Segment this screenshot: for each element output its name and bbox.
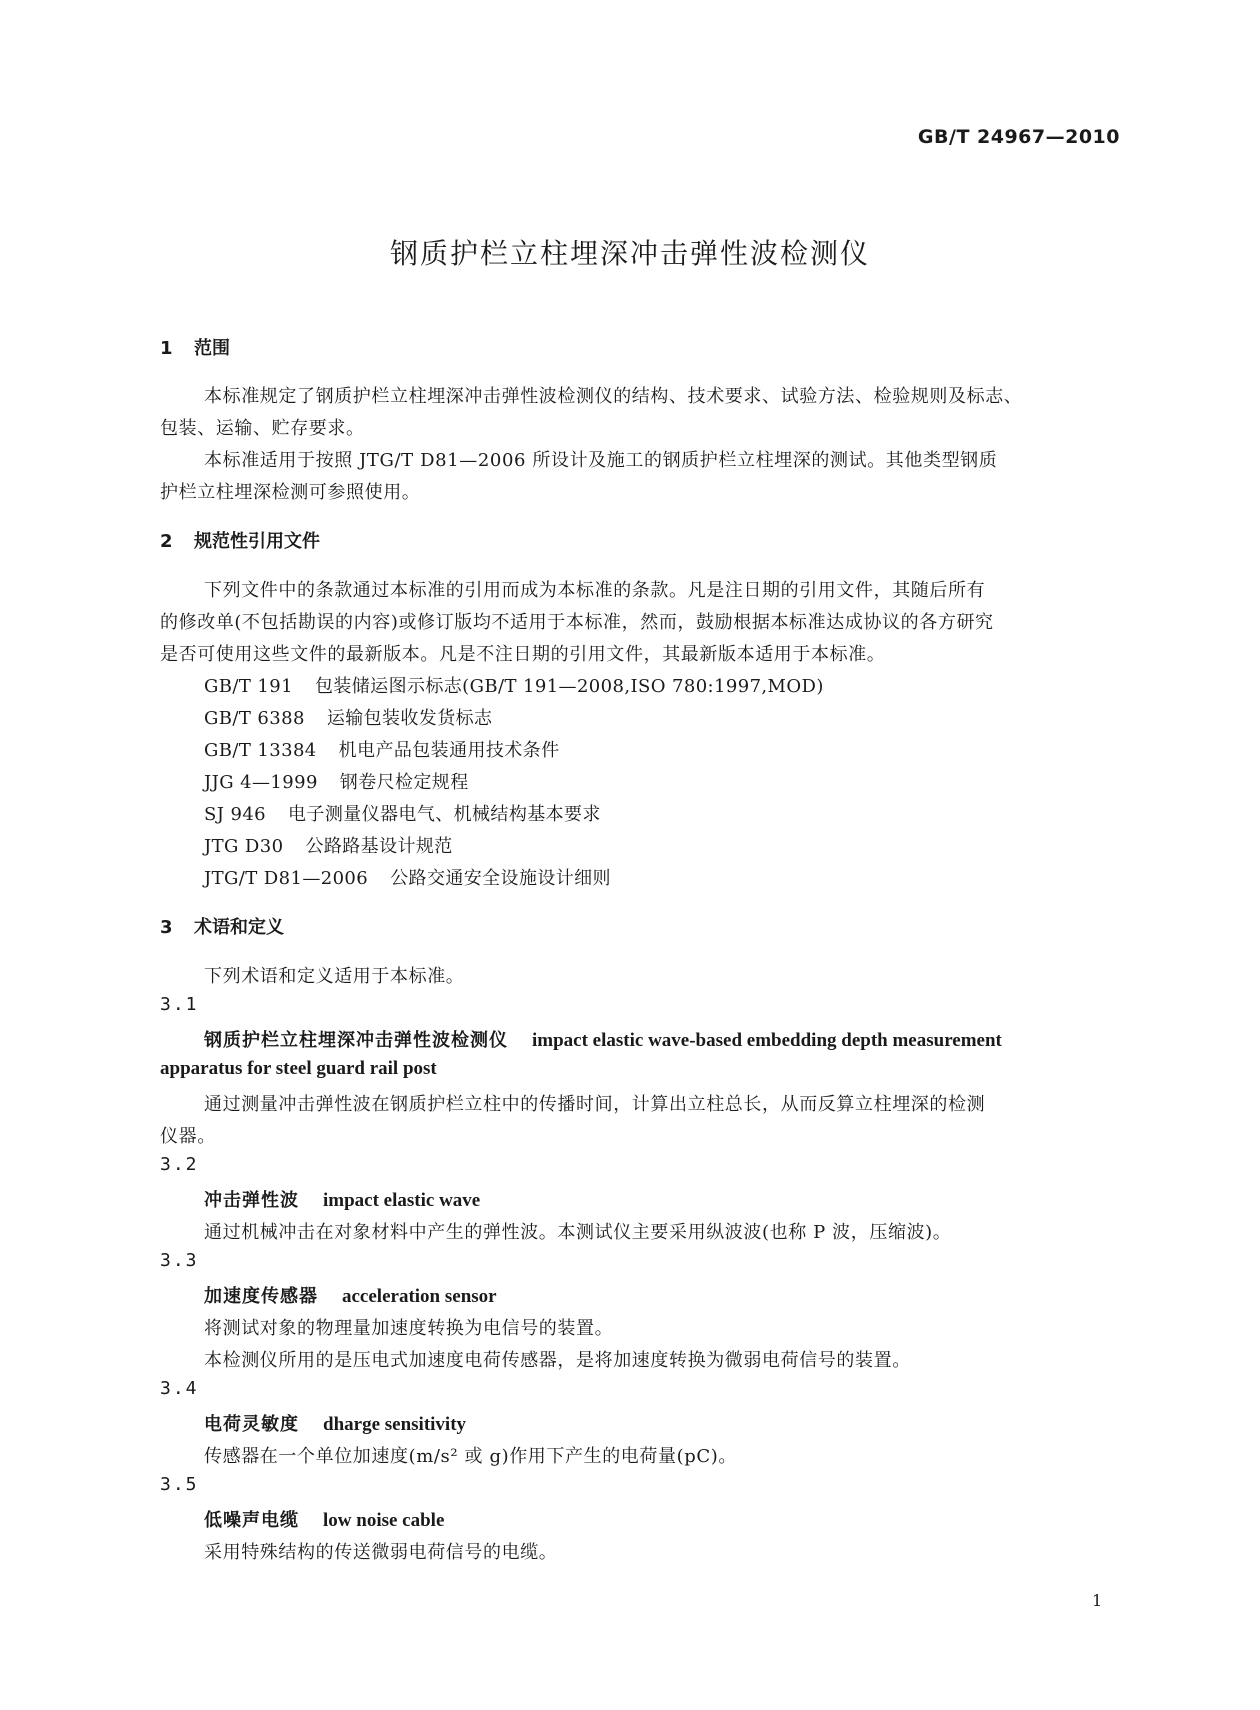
reference-item (204, 768, 469, 794)
document-title: 钢质护栏立柱埋深冲击弹性波检测仪 (389, 237, 870, 270)
clause-number: 3.2 (160, 1154, 199, 1175)
reference-code: JJG 4—1999 (204, 772, 318, 793)
clause-number: 3.4 (160, 1378, 199, 1399)
reference-code: GB/T 6388 (204, 708, 305, 729)
term-entry (204, 1410, 466, 1436)
section-title: 规范性引用文件 (194, 531, 320, 552)
definition-line: 本检测仪所用的是压电式加速度电荷传感器，是将加速度转换为微弱电荷信号的装置。 (204, 1350, 911, 1371)
reference-title: 运输包装收发货标志 (326, 708, 493, 729)
reference-code: GB/T 13384 (204, 740, 317, 761)
term-zh: 钢质护栏立柱埋深冲击弹性波检测仪 (204, 1030, 508, 1051)
definition-line: 传感器在一个单位加速度(m/s² 或 g)作用下产生的电荷量(pC)。 (204, 1446, 737, 1467)
reference-code: JTG D30 (204, 836, 284, 857)
paragraph-line: 本标准适用于按照 JTG/T D81—2006 所设计及施工的钢质护栏立柱埋深的测试。其他类型钢质 (204, 450, 998, 471)
section-title: 术语和定义 (194, 917, 284, 938)
term-en: impact elastic wave (323, 1190, 481, 1211)
reference-code: JTG/T D81—2006 (204, 868, 369, 889)
reference-item (204, 800, 601, 826)
clause-number: 3.1 (160, 994, 199, 1015)
page-number: 1 (1092, 1591, 1103, 1610)
standard-number: GB/T 24967—2010 (917, 126, 1120, 148)
reference-code: GB/T 191 (204, 676, 293, 697)
reference-title: 公路路基设计规范 (305, 836, 453, 857)
reference-title: 电子测量仪器电气、机械结构基本要求 (288, 804, 601, 825)
reference-code: SJ 946 (204, 804, 267, 825)
reference-item (204, 736, 559, 762)
paragraph-line: 的修改单(不包括勘误的内容)或修订版均不适用于本标准，然而，鼓励根据本标准达成协议的各方研究 (160, 612, 994, 633)
reference-item (204, 832, 453, 858)
term-zh: 低噪声电缆 (204, 1510, 299, 1531)
reference-title: 钢卷尺检定规程 (339, 772, 469, 793)
term-entry (204, 1282, 497, 1308)
term-en: low noise cable (323, 1510, 445, 1531)
reference-title: 机电产品包装通用技术条件 (338, 740, 560, 761)
reference-title: 包装储运图示标志(GB/T 191—2008,ISO 780:1997,MOD) (314, 676, 824, 697)
paragraph-line: 护栏立柱埋深检测可参照使用。 (160, 482, 421, 503)
definition-line: 通过测量冲击弹性波在钢质护栏立柱中的传播时间，计算出立柱总长，从而反算立柱埋深的检测 (204, 1094, 986, 1115)
reference-item (204, 704, 492, 730)
definition-line: 仪器。 (160, 1126, 216, 1147)
definition-line: 将测试对象的物理量加速度转换为电信号的装置。 (204, 1318, 614, 1339)
section-number: 3 (160, 917, 173, 938)
paragraph-line: 下列术语和定义适用于本标准。 (204, 966, 465, 987)
section-heading-2 (160, 527, 320, 553)
paragraph-line: 本标准规定了钢质护栏立柱埋深冲击弹性波检测仪的结构、技术要求、试验方法、检验规则及标志、 (204, 386, 1023, 407)
term-zh: 电荷灵敏度 (204, 1414, 299, 1435)
paragraph-line: 下列文件中的条款通过本标准的引用而成为本标准的条款。凡是注日期的引用文件，其随后所有 (204, 580, 986, 601)
paragraph-line: 是否可使用这些文件的最新版本。凡是不注日期的引用文件，其最新版本适用于本标准。 (160, 644, 886, 665)
clause-number: 3.3 (160, 1250, 199, 1271)
section-number: 2 (160, 531, 173, 552)
reference-item (204, 672, 824, 698)
clause-number: 3.5 (160, 1474, 199, 1495)
term-entry (204, 1506, 444, 1532)
term-en-continuation: apparatus for steel guard rail post (160, 1058, 437, 1079)
reference-item (204, 864, 611, 890)
term-en: impact elastic wave-based embedding depth measurement (532, 1030, 1002, 1051)
term-entry (204, 1186, 480, 1212)
definition-line: 通过机械冲击在对象材料中产生的弹性波。本测试仪主要采用纵波波(也称 P 波，压缩波)。 (204, 1222, 952, 1243)
section-heading-1 (160, 334, 230, 360)
paragraph-line: 包装、运输、贮存要求。 (160, 418, 365, 439)
reference-title: 公路交通安全设施设计细则 (390, 868, 611, 889)
term-en: dharge sensitivity (323, 1414, 467, 1435)
term-zh: 冲击弹性波 (204, 1190, 299, 1211)
section-number: 1 (160, 338, 173, 359)
section-heading-3 (160, 913, 284, 939)
term-entry (204, 1026, 1002, 1052)
section-title: 范围 (194, 338, 230, 359)
term-zh: 加速度传感器 (204, 1286, 318, 1307)
definition-line: 采用特殊结构的传送微弱电荷信号的电缆。 (204, 1542, 558, 1563)
term-en: acceleration sensor (342, 1286, 497, 1307)
